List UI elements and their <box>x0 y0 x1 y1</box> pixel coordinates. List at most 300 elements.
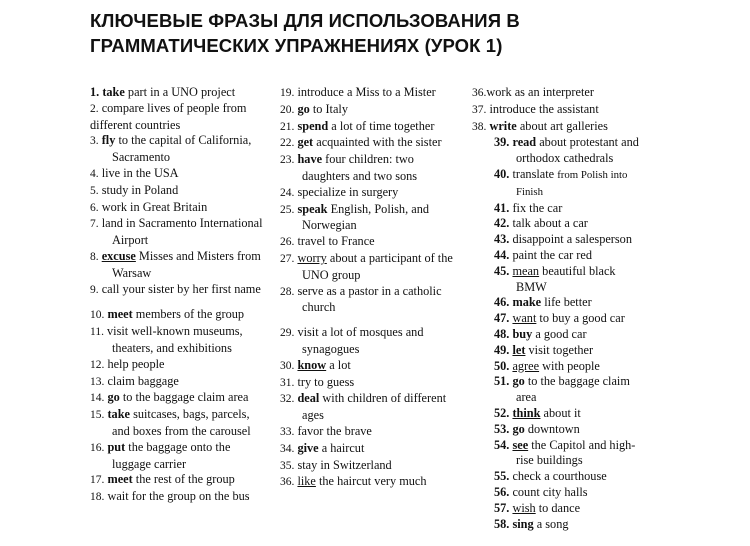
phrase-number: 22. <box>280 137 295 150</box>
phrase-number: 18. <box>90 491 105 504</box>
phrase-item <box>472 248 662 264</box>
phrase-text: luggage carrier <box>112 456 187 471</box>
phrase-text: UNO group <box>302 267 361 282</box>
phrase-number: 14. <box>90 392 105 405</box>
phrase-text: stay in Switzerland <box>297 457 392 472</box>
phrase-number: 53. <box>494 421 510 436</box>
phrase-number: 12. <box>90 358 105 371</box>
phrase-text: call your sister by her first name <box>101 281 261 296</box>
phrase-line <box>494 469 662 485</box>
phrase-text: go <box>512 421 525 436</box>
phrase-line <box>280 358 472 375</box>
phrase-item <box>280 325 472 358</box>
phrase-item <box>472 517 662 533</box>
phrase-line <box>280 284 472 301</box>
phrase-text: Warsaw <box>112 265 152 280</box>
phrase-text: about a participant of the <box>326 250 453 265</box>
phrase-text: the haircut very much <box>315 474 427 489</box>
phrase-text: work as an interpreter <box>486 85 594 99</box>
phrase-text: specialize in surgery <box>297 184 399 199</box>
phrase-item <box>90 249 280 282</box>
phrase-line <box>90 357 280 374</box>
phrase-item <box>280 102 472 119</box>
phrase-text: the Capitol and high- <box>528 437 636 452</box>
phrase-text: meet <box>107 472 133 487</box>
phrase-line <box>90 282 280 299</box>
phrase-text: fly <box>101 133 116 148</box>
phrase-continuation <box>90 457 280 473</box>
phrase-text: sing <box>512 516 534 531</box>
phrase-item <box>472 216 662 232</box>
phrase-item <box>472 135 662 167</box>
phrase-item <box>280 251 472 284</box>
phrase-text: meet <box>107 307 133 322</box>
phrase-line <box>494 216 662 232</box>
phrase-continuation <box>90 424 280 440</box>
phrase-number: 42. <box>494 216 510 231</box>
phrase-line <box>90 85 280 101</box>
phrase-text: Sacramento <box>112 150 171 165</box>
page-title <box>90 8 730 58</box>
phrase-text: the rest of the group <box>132 472 235 487</box>
phrase-text: make <box>512 295 542 310</box>
phrase-text: about protestant and <box>536 135 639 150</box>
phrase-line <box>90 440 280 457</box>
phrase-text: introduce the assistant <box>489 101 599 116</box>
phrase-item <box>280 391 472 424</box>
phrase-text: excuse <box>101 248 136 263</box>
phrase-text: study in Poland <box>101 182 179 197</box>
phrase-continuation <box>280 408 472 424</box>
phrase-text: agree <box>512 358 540 373</box>
phrase-number: 28. <box>280 285 295 298</box>
phrase-text: and boxes from the carousel <box>112 423 251 438</box>
phrase-item <box>280 375 472 392</box>
phrase-line <box>472 102 662 119</box>
phrase-text: ages <box>302 408 324 423</box>
phrase-number: 19. <box>280 87 295 99</box>
phrase-line <box>280 375 472 392</box>
phrase-line <box>90 216 280 233</box>
phrase-item <box>472 264 662 296</box>
phrase-text: part in a UNO project <box>124 85 236 99</box>
phrase-text: claim baggage <box>107 373 179 388</box>
phrase-line <box>494 311 662 327</box>
phrase-number: 29. <box>280 327 295 340</box>
phrase-text: serve as a pastor in a catholic <box>297 283 442 298</box>
phrase-text: to the capital of California, <box>115 133 252 148</box>
phrase-item <box>90 357 280 374</box>
phrase-item <box>90 85 280 101</box>
phrase-text: live in the USA <box>101 165 179 180</box>
phrase-text: about art galleries <box>516 118 608 133</box>
phrase-item <box>472 85 662 102</box>
phrase-continuation <box>280 342 472 358</box>
phrase-line <box>280 135 472 152</box>
phrase-number: 11. <box>90 326 104 339</box>
phrase-continuation <box>494 280 662 296</box>
phrase-line <box>494 327 662 343</box>
phrase-item <box>280 441 472 458</box>
phrase-item <box>472 469 662 485</box>
phrase-item <box>280 85 472 102</box>
phrase-column-1 <box>90 85 280 506</box>
phrase-line <box>280 391 472 408</box>
phrase-item <box>90 200 280 217</box>
phrase-number: 34. <box>280 442 295 455</box>
phrase-number: 45. <box>494 263 510 278</box>
phrase-number: 6. <box>90 201 99 214</box>
phrase-line <box>472 85 662 102</box>
phrase-continuation <box>280 218 472 234</box>
phrase-item <box>472 311 662 327</box>
phrase-continuation <box>494 151 662 167</box>
phrase-item <box>280 474 472 491</box>
phrase-item <box>280 234 472 251</box>
phrase-line <box>90 472 280 489</box>
phrase-number: 46. <box>494 295 510 310</box>
phrase-item <box>90 183 280 200</box>
phrase-line <box>90 133 280 150</box>
phrase-text: mean <box>512 263 540 278</box>
phrase-text: introduce a Miss to a Mister <box>297 85 436 99</box>
phrase-line <box>90 200 280 217</box>
phrase-item <box>90 489 280 506</box>
phrase-text: life better <box>541 295 592 310</box>
phrase-number: 58. <box>494 516 510 531</box>
phrase-text: from Polish into <box>557 168 628 181</box>
phrase-item <box>472 422 662 438</box>
phrase-line <box>280 85 472 102</box>
phrase-item <box>280 424 472 441</box>
phrase-continuation <box>90 341 280 357</box>
phrase-text: take <box>102 85 125 99</box>
phrase-text: translate <box>512 166 558 181</box>
phrase-number: 50. <box>494 358 510 373</box>
phrase-continuation <box>90 150 280 166</box>
phrase-text: visit together <box>525 342 594 357</box>
phrase-text: a good car <box>532 326 587 341</box>
phrase-item <box>472 201 662 217</box>
phrase-continuation <box>90 118 280 134</box>
phrase-text: with children of different <box>319 391 447 406</box>
phrase-continuation <box>494 453 662 469</box>
phrase-continuation <box>280 300 472 316</box>
phrase-text: a lot <box>326 357 351 372</box>
phrase-number: 43. <box>494 232 510 247</box>
phrase-text: fix the car <box>512 200 563 215</box>
phrase-line <box>90 183 280 200</box>
phrase-item <box>90 166 280 183</box>
phrase-text: orthodox cathedrals <box>516 151 614 166</box>
phrase-number: 36. <box>472 87 487 99</box>
phrase-line <box>90 166 280 183</box>
phrase-text: speak <box>297 201 328 216</box>
phrase-item <box>90 374 280 391</box>
phrase-text: like <box>297 474 316 489</box>
phrase-line <box>90 489 280 506</box>
phrase-line <box>494 295 662 311</box>
phrase-text: the baggage onto the <box>125 439 231 454</box>
phrase-text: to the baggage claim <box>524 374 630 389</box>
phrase-text: get <box>297 135 314 150</box>
phrase-item <box>90 324 280 357</box>
phrase-item <box>280 185 472 202</box>
phrase-line <box>494 501 662 517</box>
phrase-number: 5. <box>90 184 99 197</box>
phrase-line <box>472 119 662 136</box>
phrase-number: 57. <box>494 500 510 515</box>
phrase-line <box>494 374 662 390</box>
phrase-item <box>90 440 280 473</box>
phrase-line <box>90 374 280 391</box>
phrase-number: 51. <box>494 374 510 389</box>
phrase-item <box>472 102 662 119</box>
phrase-text: a lot of time together <box>328 118 435 133</box>
phrase-text: visit well-known museums, <box>107 324 243 339</box>
phrase-line <box>494 438 662 454</box>
phrase-number: 37. <box>472 103 487 116</box>
phrase-text: English, Polish, and <box>327 201 429 216</box>
phrase-continuation <box>494 390 662 406</box>
phrase-number: 3. <box>90 135 99 148</box>
phrase-text: count city halls <box>512 484 588 499</box>
phrase-number: 33. <box>280 425 295 438</box>
phrase-line <box>494 485 662 501</box>
phrase-text: church <box>302 300 336 315</box>
phrase-text: downtown <box>524 421 580 436</box>
phrase-item <box>280 135 472 152</box>
phrase-text: go <box>297 101 310 116</box>
phrase-text: talk about a car <box>512 216 588 231</box>
phrase-number: 52. <box>494 405 510 420</box>
phrase-line <box>90 407 280 424</box>
phrase-text: acquainted with the sister <box>313 135 442 150</box>
phrase-text: give <box>297 440 319 455</box>
phrase-line <box>90 101 280 118</box>
phrase-line <box>494 232 662 248</box>
phrase-text: theaters, and exhibitions <box>112 340 232 355</box>
phrase-number: 24. <box>280 186 295 199</box>
phrase-text: help people <box>107 356 165 371</box>
phrase-item <box>280 119 472 136</box>
phrase-item <box>472 295 662 311</box>
phrase-text: go <box>512 374 525 389</box>
phrase-text: Misses and Misters from <box>135 248 261 263</box>
phrase-text: beautiful black <box>539 263 616 278</box>
phrase-continuation <box>280 268 472 284</box>
phrase-item <box>280 358 472 375</box>
phrase-line <box>494 135 662 151</box>
phrase-number: 38. <box>472 120 487 133</box>
phrase-text: let <box>512 342 526 357</box>
phrase-item <box>472 438 662 470</box>
phrase-item <box>90 407 280 440</box>
phrase-line <box>494 517 662 533</box>
phrase-text: to dance <box>535 500 581 515</box>
phrase-number: 23. <box>280 154 295 167</box>
phrase-text: different countries <box>90 117 181 132</box>
phrase-number: 56. <box>494 484 510 499</box>
phrase-text: go <box>107 390 120 405</box>
phrase-text: know <box>297 357 327 372</box>
phrase-text: visit a lot of mosques and <box>297 325 424 340</box>
phrase-number: 26. <box>280 236 295 249</box>
phrase-line <box>494 359 662 375</box>
phrase-text: compare lives of people from <box>101 100 247 115</box>
phrase-number: 49. <box>494 342 510 357</box>
phrase-number: 9. <box>90 283 99 296</box>
phrase-line <box>280 474 472 491</box>
phrase-item <box>472 232 662 248</box>
phrase-number: 8. <box>90 250 99 263</box>
phrase-text: wish <box>512 500 536 515</box>
phrase-line <box>494 201 662 217</box>
phrase-item <box>90 216 280 249</box>
phrase-line <box>494 343 662 359</box>
phrase-text: buy <box>512 326 533 341</box>
phrase-line <box>280 102 472 119</box>
phrase-number: 39. <box>494 135 510 150</box>
phrase-column-3 <box>472 85 662 532</box>
phrase-item <box>280 284 472 317</box>
phrase-number: 40. <box>494 166 510 181</box>
phrase-number: 13. <box>90 375 105 388</box>
phrase-text: check a courthouse <box>512 469 607 484</box>
phrase-line <box>90 249 280 266</box>
title-line-1: КЛЮЧЕВЫЕ ФРАЗЫ ДЛЯ ИСПОЛЬЗОВАНИЯ В <box>90 10 520 31</box>
phrase-line <box>280 185 472 202</box>
phrase-line <box>90 390 280 407</box>
phrase-number: 20. <box>280 103 295 116</box>
phrase-number: 31. <box>280 376 295 389</box>
phrase-number: 21. <box>280 120 295 133</box>
phrase-number: 16. <box>90 441 105 454</box>
phrase-text: Airport <box>112 233 149 248</box>
phrase-number: 4. <box>90 167 99 180</box>
phrase-item <box>472 119 662 136</box>
title-line-2: ГРАММАТИЧЕСКИХ УПРАЖНЕНИЯХ (УРОК 1) <box>90 35 503 56</box>
phrase-text: BMW <box>516 279 547 294</box>
phrase-line <box>494 167 662 184</box>
phrase-item <box>280 202 472 235</box>
phrase-text: suitcases, bags, parcels, <box>130 407 250 422</box>
phrase-number: 36. <box>280 476 295 489</box>
phrase-text: Norwegian <box>302 218 357 233</box>
phrase-item <box>90 472 280 489</box>
phrase-text: put <box>107 439 126 454</box>
phrase-number: 55. <box>494 469 510 484</box>
phrase-text: with people <box>539 358 600 373</box>
phrase-item <box>280 152 472 185</box>
phrase-text: area <box>516 390 537 405</box>
phrase-text: a haircut <box>318 440 365 455</box>
phrase-item <box>90 133 280 166</box>
phrase-item <box>472 167 662 201</box>
phrase-text: about it <box>540 405 581 420</box>
phrase-text: have <box>297 152 323 167</box>
phrase-line <box>280 458 472 475</box>
phrase-number: 30. <box>280 359 295 372</box>
phrase-item <box>90 307 280 324</box>
phrase-number: 2. <box>90 102 99 115</box>
phrase-number: 27. <box>280 252 295 265</box>
phrase-number: 47. <box>494 311 510 326</box>
phrase-continuation <box>280 169 472 185</box>
phrase-column-2 <box>280 85 472 491</box>
phrase-line <box>90 307 280 324</box>
phrase-number: 48. <box>494 326 510 341</box>
phrase-line <box>280 234 472 251</box>
phrase-line <box>90 324 280 341</box>
phrase-line <box>280 152 472 169</box>
phrase-text: four children: two <box>322 152 414 167</box>
phrase-line <box>280 441 472 458</box>
phrase-number: 10. <box>90 309 105 322</box>
phrase-text: wait for the group on the bus <box>107 489 250 504</box>
phrase-line <box>494 264 662 280</box>
phrase-line <box>280 424 472 441</box>
phrase-continuation <box>90 233 280 249</box>
phrase-line <box>280 325 472 342</box>
phrase-number: 7. <box>90 218 99 231</box>
phrase-item <box>472 343 662 359</box>
phrase-text: read <box>512 135 537 150</box>
phrase-number: 41. <box>494 200 510 215</box>
phrase-text: synagogues <box>302 341 360 356</box>
phrase-continuation <box>494 184 662 201</box>
phrase-number: 25. <box>280 203 295 216</box>
phrase-line <box>280 119 472 136</box>
phrase-number: 15. <box>90 409 105 422</box>
phrase-number: 17. <box>90 474 105 487</box>
phrase-item <box>90 282 280 299</box>
phrase-item <box>472 485 662 501</box>
phrase-text: to the baggage claim area <box>119 390 249 405</box>
phrase-text: to buy a good car <box>536 311 625 326</box>
phrase-text: rise buildings <box>516 453 583 468</box>
phrase-item <box>90 101 280 134</box>
phrase-item <box>90 390 280 407</box>
phrase-line <box>494 422 662 438</box>
phrase-text: want <box>512 311 537 326</box>
phrase-item <box>472 374 662 406</box>
phrase-text: write <box>489 118 517 133</box>
phrase-text: work in Great Britain <box>101 199 208 214</box>
phrase-item <box>472 501 662 517</box>
phrase-text: try to guess <box>297 374 355 389</box>
phrase-number: 1. <box>90 85 100 99</box>
phrase-number: 35. <box>280 459 295 472</box>
phrase-text: disappoint a salesperson <box>512 232 632 247</box>
phrase-item <box>472 406 662 422</box>
phrase-text: favor the brave <box>297 423 372 438</box>
phrase-text: deal <box>297 391 320 406</box>
phrase-text: to Italy <box>309 101 348 116</box>
phrase-text: Finish <box>516 185 544 198</box>
phrase-text: a song <box>533 516 569 531</box>
phrase-text: land in Sacramento International <box>101 216 263 231</box>
phrase-text: members of the group <box>132 307 245 322</box>
phrase-text: daughters and two sons <box>302 168 418 183</box>
phrase-text: worry <box>297 250 327 265</box>
phrase-text: travel to France <box>297 234 375 249</box>
phrase-text: see <box>512 437 529 452</box>
phrase-number: 54. <box>494 437 510 452</box>
phrase-text: paint the car red <box>512 247 592 262</box>
phrase-continuation <box>90 266 280 282</box>
phrase-item <box>472 359 662 375</box>
